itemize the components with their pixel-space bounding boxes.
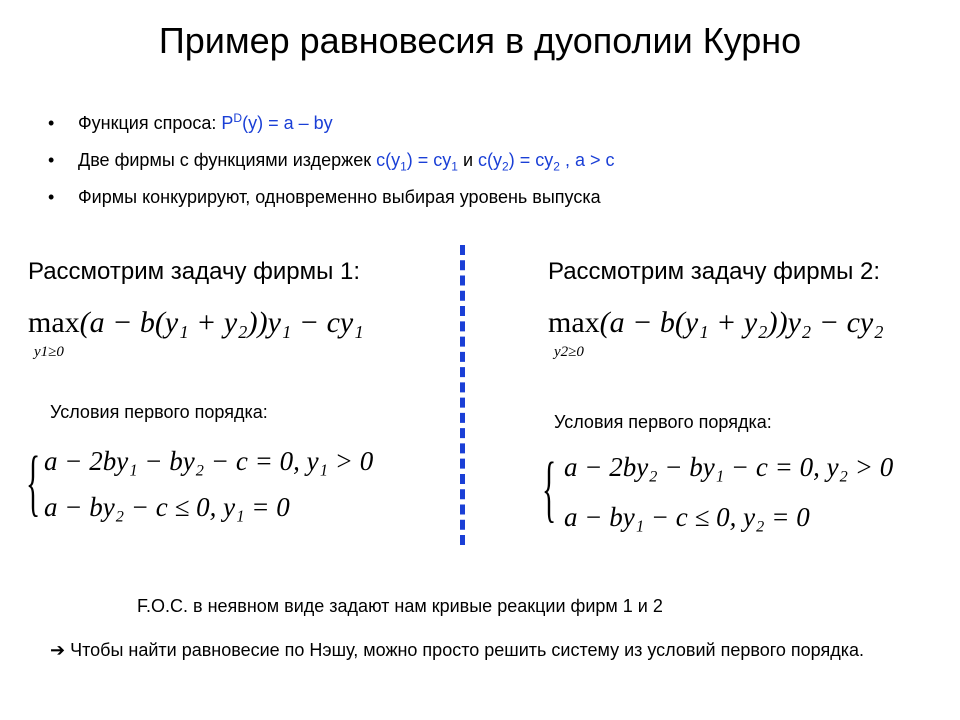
competition-text: Фирмы конкурируют, одновременно выбирая уровень выпуска — [78, 187, 601, 207]
right-objective: (a − b(y₁ + y₂))y₂ − cy₂ — [599, 306, 884, 339]
left-heading: Рассмотрим задачу фирмы 1: — [28, 258, 361, 285]
right-foc-eq2: a − by₁ − c ≤ 0, y₂ = 0 — [564, 502, 810, 532]
cost2-b: ) = cy — [508, 150, 554, 170]
right-max-problem — [548, 306, 884, 360]
bullet-dot-icon: • — [48, 113, 55, 133]
bullet-dot-icon: • — [48, 187, 55, 207]
arrow-icon: ➔ — [50, 640, 66, 660]
bullet-demand — [48, 112, 928, 149]
left-objective: (a − b(y₁ + y₂))y₁ − cy₁ — [79, 306, 364, 339]
costs-label: Две фирмы с функциями издержек — [78, 150, 377, 170]
left-brace-icon: { — [26, 442, 41, 524]
left-max-problem — [28, 306, 364, 360]
demand-sup: D — [233, 111, 243, 125]
bullet-costs — [48, 149, 928, 186]
cost1-sub: 1 — [400, 159, 407, 174]
column-divider — [460, 245, 465, 545]
foc-note: F.O.C. в неявном виде задают нам кривые реакции фирм 1 и 2 — [137, 596, 663, 616]
right-foc-label: Условия первого порядка: — [554, 412, 772, 432]
slide-title: Пример равновесия в дуополии Курно — [158, 20, 802, 61]
demand-p: P — [221, 113, 234, 133]
left-max-constraint: y1≥0 — [34, 344, 64, 360]
bullet-list — [48, 112, 928, 223]
left-foc-eq2: a − by₂ − c ≤ 0, y₁ = 0 — [44, 492, 290, 522]
costs-and: и — [457, 150, 479, 170]
conclusion-text: Чтобы найти равновесие по Нэшу, можно просто решить систему из условий первого порядка. — [65, 640, 864, 660]
cost2-sub2: 2 — [553, 159, 560, 174]
left-foc-eq1: a − 2by₁ − by₂ − c = 0, y₁ > 0 — [44, 446, 374, 476]
cost1-sub2: 1 — [451, 159, 458, 174]
cost1-b: ) = cy — [406, 150, 452, 170]
demand-formula: (y) = a – by — [242, 113, 333, 133]
cost2-a: c(y — [478, 150, 503, 170]
bullet-competition — [48, 186, 928, 223]
right-brace-icon: { — [542, 448, 557, 530]
left-max-operator: max — [28, 306, 80, 339]
right-max-operator: max — [548, 306, 600, 339]
conclusion — [50, 638, 870, 662]
cost2-sub: 2 — [502, 159, 509, 174]
demand-label: Функция спроса: — [78, 113, 222, 133]
cost1-a: c(y — [376, 150, 401, 170]
bullet-dot-icon: • — [48, 150, 55, 170]
right-heading: Рассмотрим задачу фирмы 2: — [548, 258, 881, 285]
right-max-constraint: y2≥0 — [554, 344, 584, 360]
costs-tail: , a > c — [559, 150, 615, 170]
left-foc-label: Условия первого порядка: — [50, 402, 268, 422]
right-foc-eq1: a − 2by₂ − by₁ − c = 0, y₂ > 0 — [564, 452, 894, 482]
